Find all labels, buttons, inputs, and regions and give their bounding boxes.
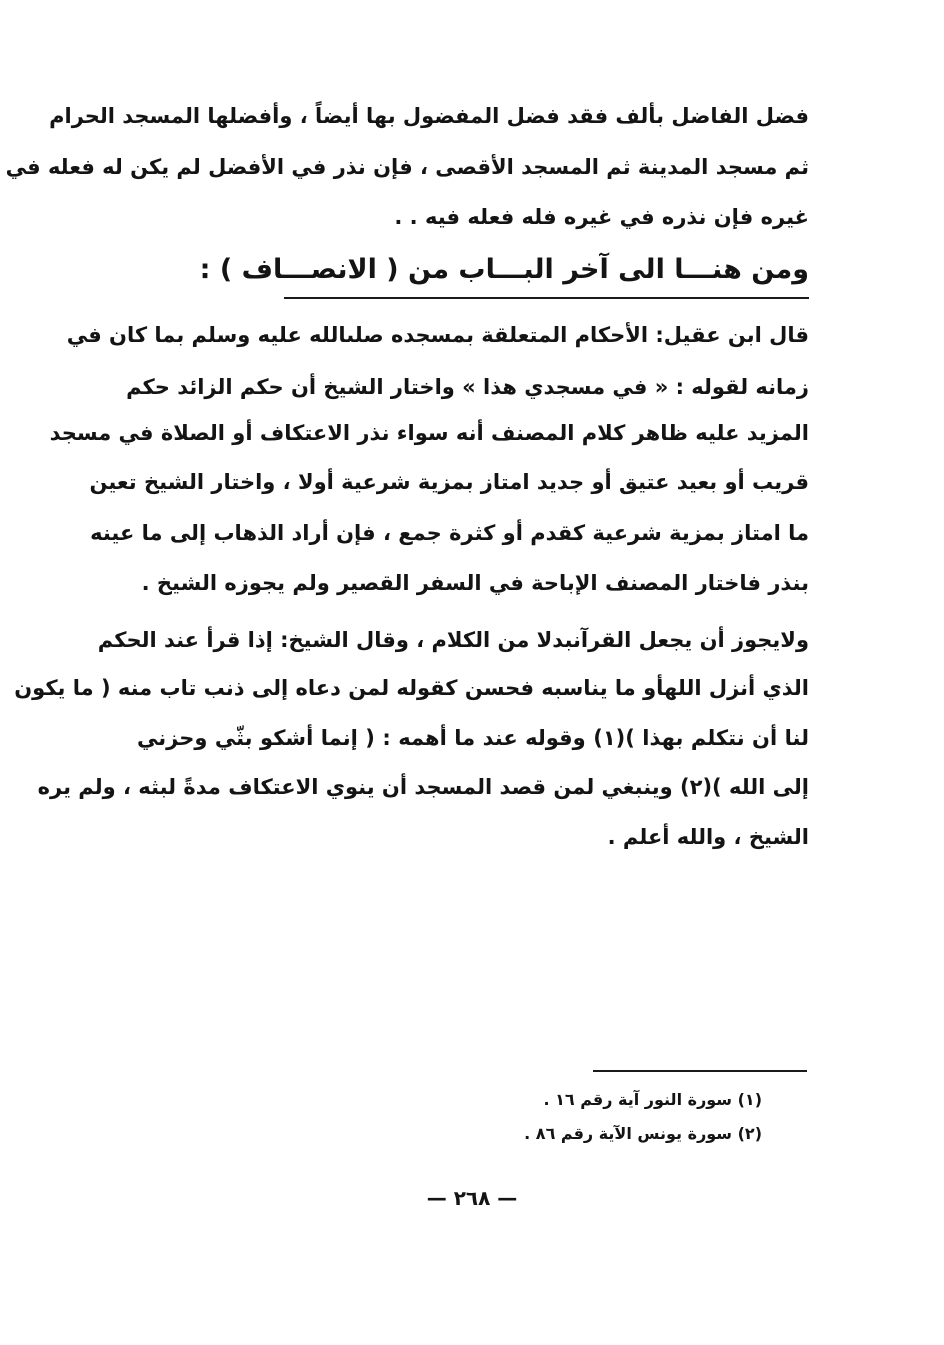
paragraph1-line-3: المزيد عليه ظاهر كلام المصنف أنه سواء نذر الاعتكاف أو الصلاة في مسجد — [49, 421, 809, 445]
page-number: — ٢٦٨ — — [426, 1186, 518, 1210]
heading-underline — [284, 297, 809, 299]
footnote-1: (١) سورة النور آية رقم ١٦ . — [543, 1090, 762, 1109]
paragraph1-line-2: زمانه لقوله : « في مسجدي هذا » واختار الشيخ أن حكم الزائد حكم — [126, 375, 809, 399]
section-heading: ومن هنـــا الى آخر البـــاب من ( الانصـــاف ) : — [199, 254, 809, 285]
paragraph1-line-1: قال ابن عقيل: الأحكام المتعلقة بمسجده صلىالله عليه وسلم بما كان في — [66, 323, 809, 347]
paragraph1-line-6: بنذر فاختار المصنف الإباحة في السفر القصير ولم يجوزه الشيخ . — [141, 571, 809, 595]
footnote-separator — [593, 1070, 807, 1072]
paragraph1-line-5: ما امتاز بمزية شرعية كقدم أو كثرة جمع ، فإن أراد الذهاب إلى ما عينه — [90, 521, 809, 545]
intro-line-3: غيره فإن نذره في غيره فله فعله فيه . . — [394, 205, 809, 229]
footnote-2: (٢) سورة يونس الآية رقم ٨٦ . — [524, 1124, 762, 1143]
paragraph2-line-1: ولايجوز أن يجعل القرآنبدلا من الكلام ، وقال الشيخ: إذا قرأ عند الحكم — [97, 628, 809, 652]
paragraph2-line-3: لنا أن نتكلم بهذا )(١) وقوله عند ما أهمه : ( إنما أشكو بثّي وحزني — [137, 726, 809, 750]
paragraph2-line-2: الذي أنزل اللهأو ما يناسبه فحسن كقوله لمن دعاه إلى ذنب تاب منه ( ما يكون — [14, 676, 809, 700]
intro-line-1: فضل الفاضل بألف فقد فضل المفضول بها أيضاً ، وأفضلها المسجد الحرام — [49, 104, 809, 128]
intro-line-2: ثم مسجد المدينة ثم المسجد الأقصى ، فإن نذر في الأفضل لم يكن له فعله في — [5, 155, 809, 179]
paragraph1-line-4: قريب أو بعيد عتيق أو جديد امتاز بمزية شرعية أولا ، واختار الشيخ تعين — [89, 470, 809, 494]
paragraph2-line-4: إلى الله )(٢) وينبغي لمن قصد المسجد أن ينوي الاعتكاف مدةً لبثه ، ولم يره — [37, 775, 809, 799]
paragraph2-line-5: الشيخ ، والله أعلم . — [607, 825, 809, 849]
